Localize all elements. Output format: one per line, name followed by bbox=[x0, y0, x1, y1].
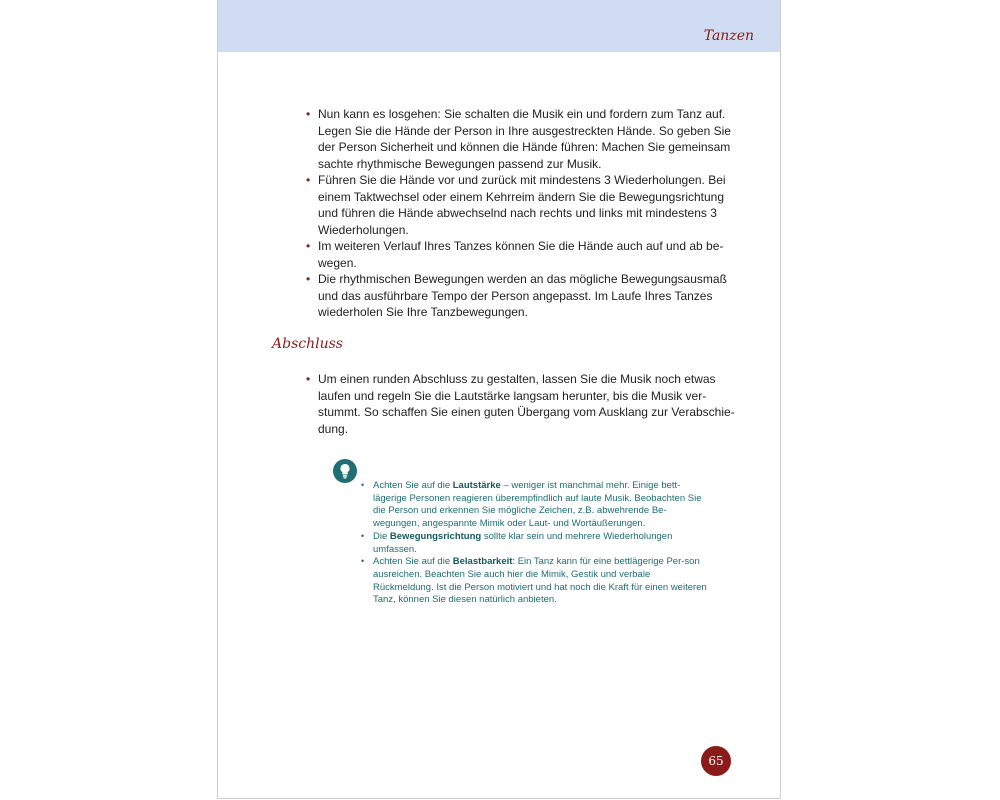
book-page bbox=[217, 0, 781, 799]
header-band bbox=[218, 0, 780, 52]
chapter-title: Tanzen bbox=[703, 28, 754, 44]
tip-item: • Achten Sie auf die Belastbarkeit: Ein Tanz kann für eine bettlägerige Per-son ausreichen. Beachten Sie auch hier die Mimik, Gestik und verbale Rückmeldung. Ist die Person motiviert und hat noch die Kraft für einen weiteren Tanz, können Sie diesen natürlich anbieten. bbox=[373, 556, 713, 607]
list-item: • Führen Sie die Hände vor und zurück mit mindestens 3 Wiederholungen. Bei einem Taktwechsel oder einem Kehrreim ändern Sie die Bewegungsrichtung und führen die Hände abwechselnd nach rechts und links mit mindestens 3 Wiederholungen. bbox=[318, 172, 738, 238]
list-item: • Um einen runden Abschluss zu gestalten, lassen Sie die Musik noch etwas laufen und regeln Sie die Lautstärke langsam herunter, bis die Musik ver-stummt. So schaffen Sie einen guten Übergang vom Ausklang zur Verabschie-dung. bbox=[318, 371, 738, 437]
lightbulb-icon bbox=[333, 459, 357, 483]
list-item: • Die rhythmischen Bewegungen werden an das mögliche Bewegungsausmaß und das ausführbare Tempo der Person angepasst. Im Laufe Ihres Tanzes wiederholen Sie Ihre Tanzbewegungen. bbox=[318, 271, 738, 321]
closing-list bbox=[318, 371, 738, 437]
tips-list bbox=[373, 480, 713, 607]
tip-item: • Die Bewegungsrichtung sollte klar sein und mehrere Wiederholungen umfassen. bbox=[373, 531, 713, 556]
list-item: • Im weiteren Verlauf Ihres Tanzes können Sie die Hände auch auf und ab be-wegen. bbox=[318, 238, 738, 271]
page-number: 65 bbox=[701, 746, 731, 776]
tip-item: • Achten Sie auf die Lautstärke – weniger ist manchmal mehr. Einige bett-lägerige Personen reagieren überempfindlich auf laute Musik. Beobachten Sie die Person und erkennen Sie mögliche Zeichen, z.B. abwehrende Be-wegungen, angespannte Mimik oder Laut- und Wortäußerungen. bbox=[373, 480, 713, 531]
section-heading: Abschluss bbox=[272, 336, 343, 352]
list-item: • Nun kann es losgehen: Sie schalten die Musik ein und fordern zum Tanz auf. Legen Sie die Hände der Person in Ihre ausgestreckten Hände. So geben Sie der Person Sicherheit und können die Hände führen: Machen Sie gemeinsam sachte rhythmische Bewegungen passend zur Musik. bbox=[318, 106, 738, 172]
instructions-list bbox=[318, 106, 738, 321]
